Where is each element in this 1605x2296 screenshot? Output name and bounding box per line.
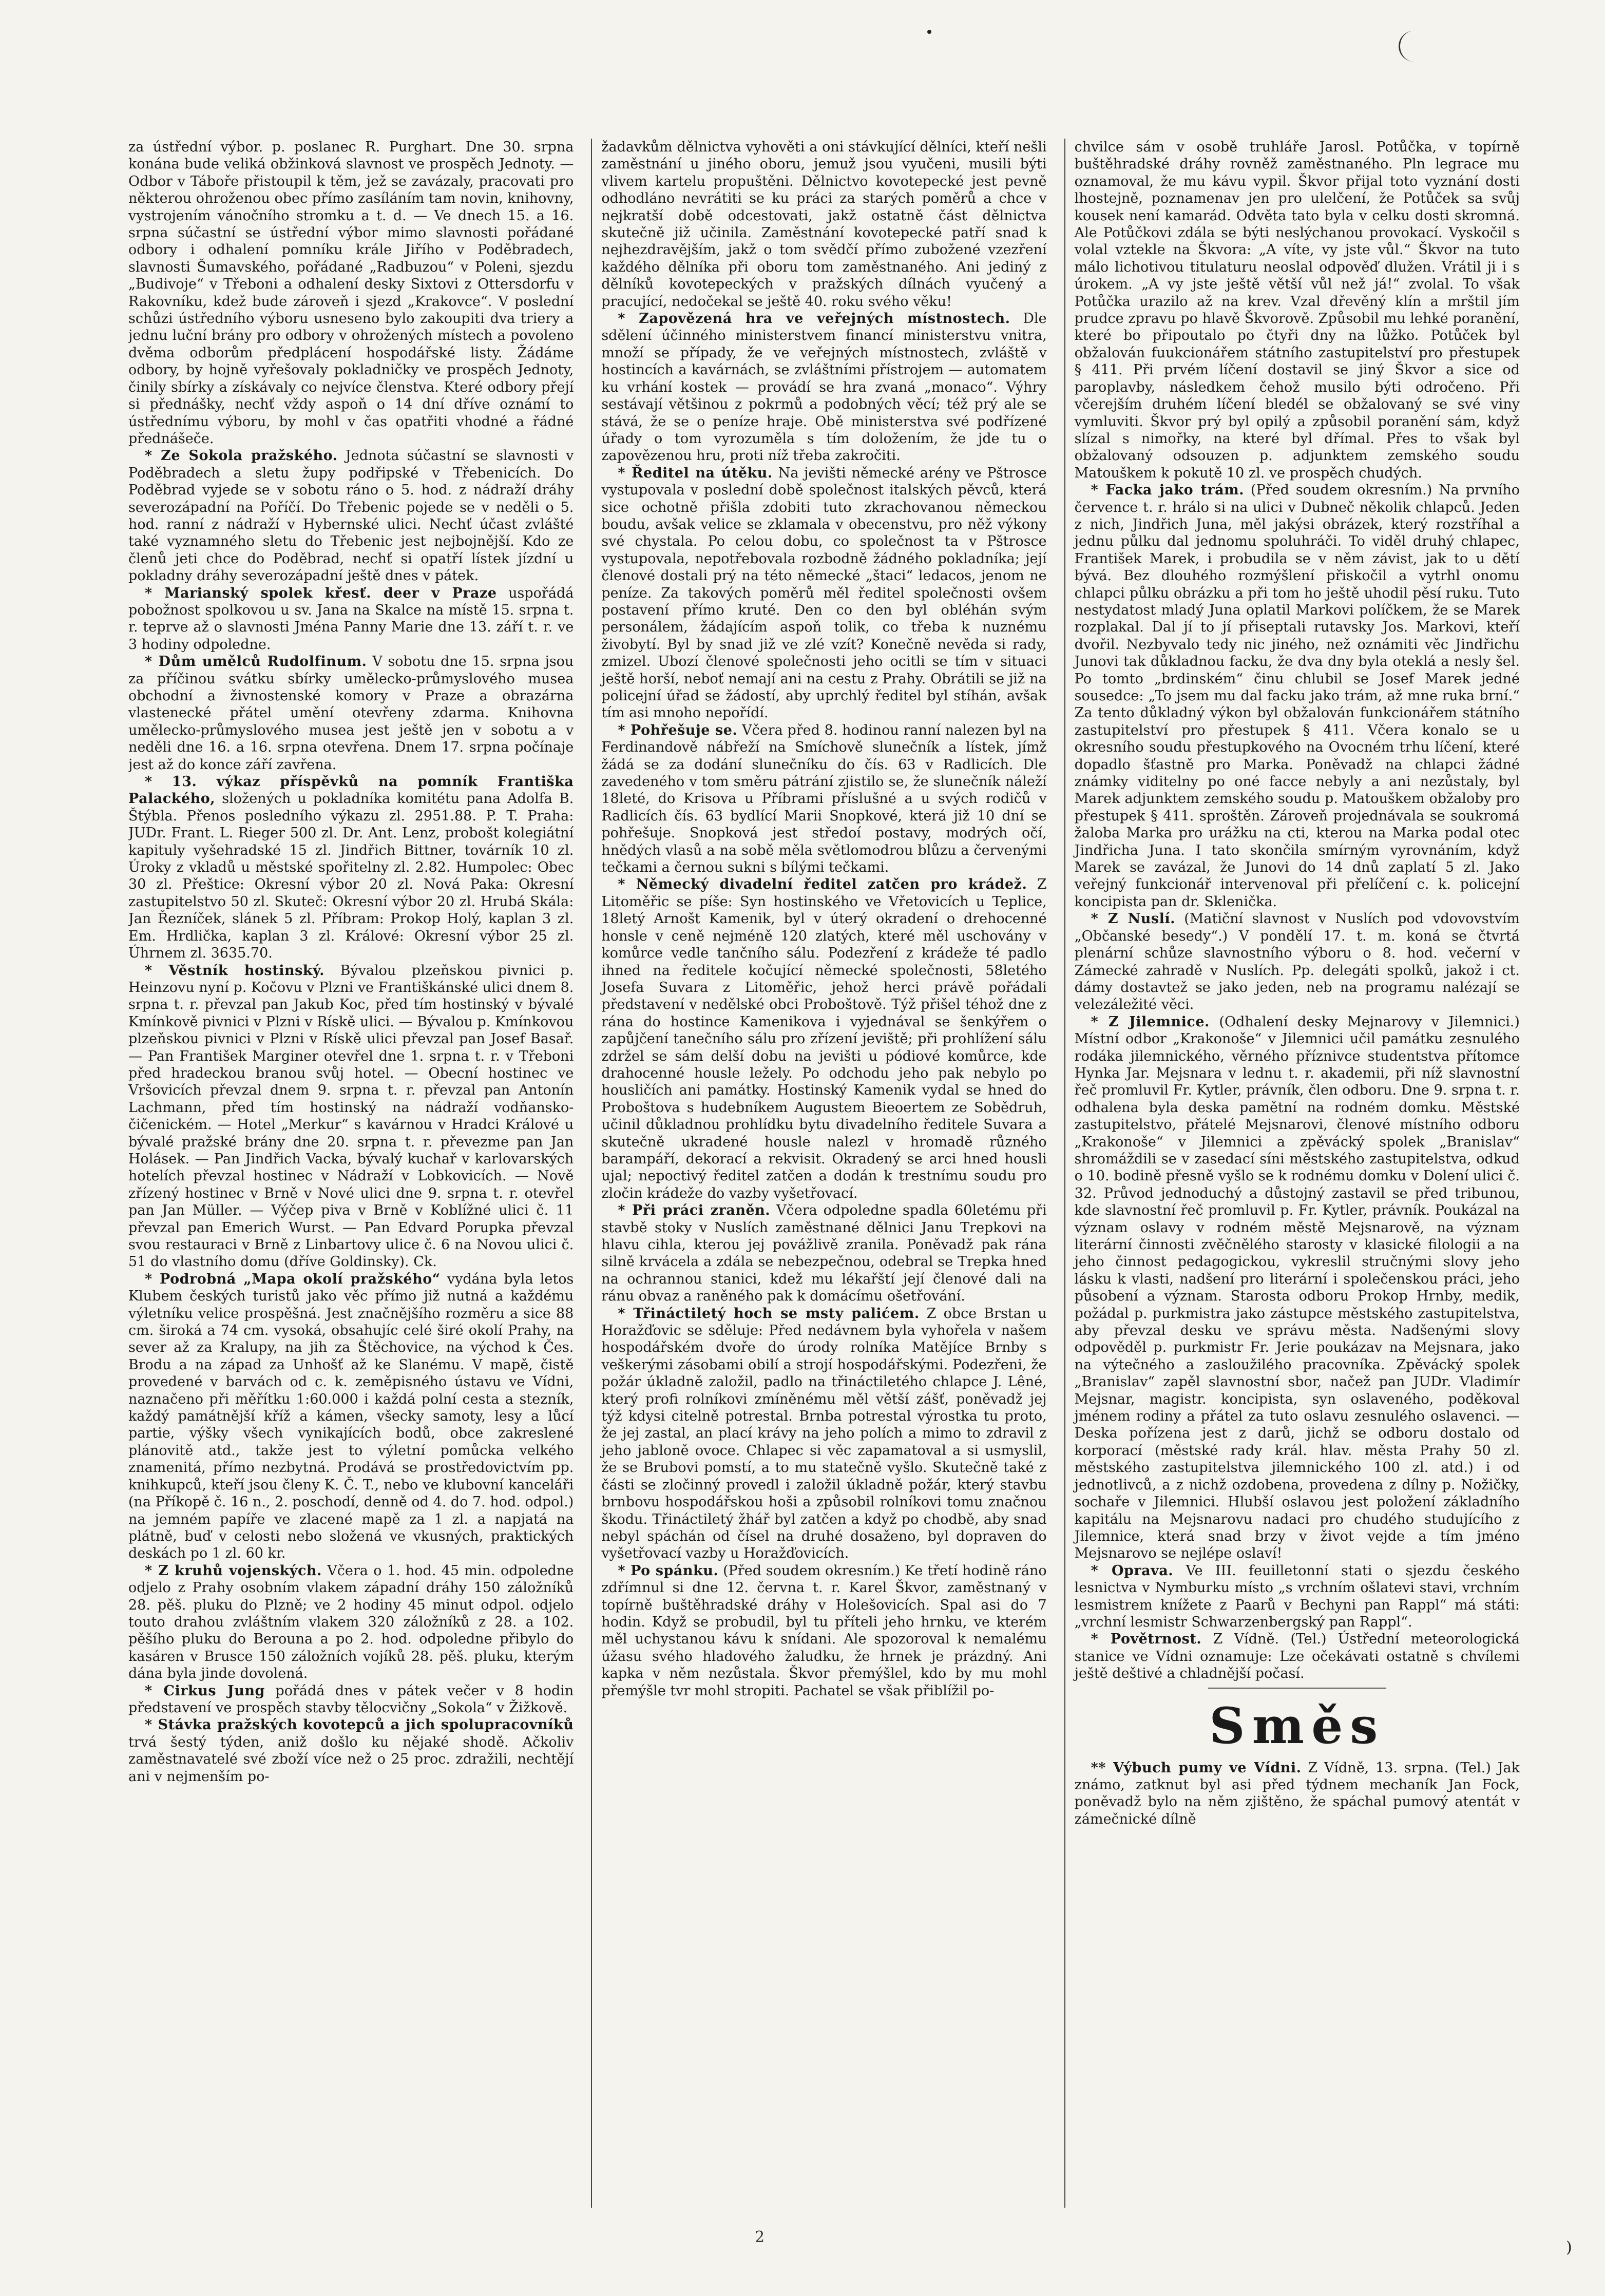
article-text: Z Vídně, 13. srpna. (Tel.) Jak známo, zatknut byl asi před týdnem mechaník Jan Fock, poněvadž bylo na něm zjištěno, že spáchal pumový atentát v zámečnické dílně xyxy=(1074,1759,1520,1827)
article-paragraph xyxy=(128,447,574,584)
article-paragraph xyxy=(601,722,1046,876)
article-text: (Matiční slavnost v Nuslích pod vdovovstvím „Občanské besedy“.) V pondělí 17. t. m. koná se čtvrtá plenární schůze slavnostního výboru o 8. hod. večerní v Zámecké zahradě v Nuslích. Pp. delegáti spolků, jakož i ct. dámy dostavtež se jako jeden, neb na programu nalézají se velezáležité věci. xyxy=(1074,911,1520,1013)
article-text: Z Vídně. (Tel.) Ústřední meteorologická stanice ve Vídni oznamuje: Lze očekávati ostatně s chvílemi ještě deštivé a chladnější počasí. xyxy=(1074,1631,1520,1682)
article-headline: * Dům umělců Rudolfinum. xyxy=(145,654,367,670)
article-headline: * Stávka pražských kovotepců a jich spolupracovníků xyxy=(145,1717,574,1733)
article-paragraph xyxy=(128,653,574,773)
article-paragraph xyxy=(601,310,1046,465)
article-paragraph xyxy=(1075,910,1520,1013)
article-paragraph xyxy=(601,876,1046,1202)
article-headline: * Podrobná „Mapa okolí pražského“ xyxy=(145,1271,441,1287)
article-text: V sobotu dne 15. srpna jsou za příčinou svátku sbírky umělecko-průmyslového musea obchodní a živnostenské komory v Praze a obrazárna vlastenecké přátel umění otevřeny zdarma. Knihovna umělecko-průmyslového musea jest ještě jen v sobotu a v neděli dne 16. a 16. srpna otevřena. Dnem 17. srpna počínaje jest až do konce září zavřena. xyxy=(128,654,574,773)
article-text: Včera odpoledne spadla 60letému při stavbě stoky v Nuslích zaměstnané dělnici Janu Trepkovi na hlavu cihla, kterou jej povážlivě zranila. Poněvadž pak rána silně krvácela a zdála se nebezpečnou, odebral se Trepka hned na ochrannou stanici, kdež mu lékařští její členové dali na ránu obvaz a raněného pak k domácímu ošetřování. xyxy=(601,1202,1047,1305)
article-paragraph xyxy=(601,1305,1046,1562)
torn-corner xyxy=(1399,31,1421,62)
article-headline: * Věstník hostinský. xyxy=(145,962,324,979)
article-paragraph xyxy=(128,1682,574,1717)
article-text: (Před soudem okresním.) Na prvního července t. r. hrálo si na ulici v Dubneč několik chlapců. Jeden z nich, Jindřich Juna, měl jakýsi obrázek, který rozstříhal a jednu půlku dal jednomu spoluhráči. To viděl druhý chlapec, František Marek, i probudila se v něm závist, jak to u dětí bývá. Bez dlouhého rozmýšlení přiskočil a vytrhl onomu chlapci půlku obrázku a při tom ho ještě uhodil pěsí ruku. Tuto nestydatost mladý Juna oplatil Markovi políčkem, že se Marek rozplakal. Dal jí to jí přiseptali rutavsky Jos. Markovi, kteří dvořil. Nezbyvalo tedy nic jiného, než oznámiti věc Jindřichu Junovi tak důkladnou facku, že dva dny byla oteklá a nesly šel. Po tomto „brdinském“ činu chlubil se Josef Marek jedné sousedce: „To jsem mu dal facku jako trám, až mne ruka brní.“ Za tento důkladný výkon byl obžalován funkcionářem státního zastupitelství pro přestupek § 411. Včera konalo se u okresního soudu přestupkového na Ovocném trhu líčení, které dopadlo šťastně pro Marka. Poněvadž na chlapci žádné známky viditelny po oné facce nebyly a ani nezůstaly, byl Marek adjunktem zemského soudu p. Matouškem obžaloby pro přestupek § 411. sproštěn. Zároveň projednávala se soukromá žaloba Marka pro urážku na cti, kterou na Marka podal otec Jindřicha Juna. I tato skončila smírným vyrovnáním, když Marek se zavázal, že Junovi do 14 dnů zaplatí 5 zl. Jako veřejný funkcionář intervenoval při přelíčení c. k. policejní koncipista pan dr. Sklenička. xyxy=(1074,482,1520,910)
article-headline: * Při práci zraněn. xyxy=(618,1202,771,1219)
section-rule xyxy=(1208,1688,1386,1689)
article-text: složených u pokladníka komitétu pana Adolfa B. Štýbla. Přenos posledního výkazu zl. 2951.88. P. T. Praha: JUDr. Frant. L. Rieger 500 zl. Dr. Ant. Lenz, probošt kolegiátní kapituly vyšehradské 15 zl. Jindřich Bittner, továrník 10 zl. Úroky z vkladů u městské spořitelny zl. 2.82. Humpolec: Obec 30 zl. Přeštice: Okresní výbor 20 zl. Nová Paka: Okresní zastupitelstvo 50 zl. Skuteč: Okresní výbor 20 zl. Hrubá Skála: Jan Řezníček, slánek 5 zl. Příbram: Prokop Holý, kaplan 3 zl. Em. Hrdlička, kaplan 3 zl. Králové: Okresní výbor 25 zl. Úhrnem zl. 3635.70. xyxy=(128,791,574,962)
article-paragraph xyxy=(1075,1013,1520,1562)
article-text: vydána byla letos Klubem českých turistů jako věc přímo již nutná a každému výletníku velice prospěšná. Jest značnějšího rozměru a sice 88 cm. široká a 74 cm. vysoká, obsahujíc celé širé okolí Prahy, na sever až za Kralupy, na jih za Štěchovice, na východ k Čes. Brodu a na západ za Unhošť až ke Slanému. V mapě, čistě provedené v barvách od c. k. zeměpisného ústavu ve Vídni, naznačeno při měřítku 1:60.000 i každá polní cesta a stezník, každý památnější kříž a kámen, všecky samoty, lesy a lůcí partie, výšky všech vynikajících bodů, obce zakreslené plánovitě atd., takže jest to výletní pomůcka velkého znamenitá, přímo nezbytná. Prodává se prostředovictvím pp. knihkupců, kteří jsou členy K. Č. T., nebo ve klubovní kanceláři (na Příkopě č. 16 n., 2. poschodí, denně od 4. do 7. hod. odpol.) na jemném papíře ve zlacené mapě za 1 zl. a napjatá na plátně, buď v celosti nebo složená ve vkusných, praktických deskách po 1 zl. 60 kr. xyxy=(128,1271,574,1562)
column-1 xyxy=(128,139,574,2208)
article-paragraph xyxy=(128,1562,574,1682)
section-heading-smes: Směs xyxy=(1209,1696,1385,1755)
article-headline: * Povětrnost. xyxy=(1091,1631,1202,1648)
article-paragraph xyxy=(128,962,574,1271)
article-paragraph xyxy=(1075,139,1520,482)
article-text: Včera před 8. hodinou ranní nalezen byl na Ferdinandově nábřeží na Smíchově slunečník a lístek, jímž žádá se za dodání slunečníku do čís. 63 v Radlicích. Dle zavedeného v tom směru pátrání zjistilo se, že slunečník náleží 18leté, do Krisova u Příbrami příslušné a u svých rodičů v Radlicích čís. 63 bydlící Marii Snopkové, která již 10 dní se pohřešuje. Snopková jest středoí postavy, modrých očí, hnědých vlasů a na sobě měla světlomodrou blůzu a červenými tečkami a černou sukni s bílými tečkami. xyxy=(601,722,1047,876)
column-2 xyxy=(591,139,1046,2208)
article-text: Z Litoměřic se píše: Syn hostinského ve Vřetovicích u Teplice, 18letý Arnošt Kamenik, byl v úterý okradení o drehocenné honsle v ceně nejméně 120 zlatých, které měl uschovány v komůrce vedle tančního sálu. Podezření z krádeže té padlo ihned na ředitele kočující německé společnosti, 58letého Josefa Suvara z Litoměřic, jehož herci právě pořádali představení v nedělské obci Proboštově. Týž přišel téhož dne z rána do hostince Kamenikova i vyjednával se šenkýřem o zapůjčení tanečního sálu pro zřízení jeviště; při prohlížení sálu zdržel se sám delší dobu na jevišti u pódiové komůrce, kde drahocenné housle ležely. Po odchodu jeho pak nebylo po housličích ani památky. Hostinský Kamenik vydal se hned do Proboštova s hudebníkem Augustem Bieoertem ze Sobědruh, učinil důkladnou prohlídku bytu divadelního ředitele Suvara a skutečně ukradené housle nalezl v hromadě různého barampáří, dekorací a rekvisit. Okradený se arci hned housli ujal; nepoctivý ředitel zatčen a dodán k trestnímu soudu pro zločin krádeže do vazby vyšetřovací. xyxy=(601,876,1047,1201)
article-headline: * Marianský spolek křesť. deer v Praze xyxy=(145,585,497,601)
article-headline: * Zapovězená hra ve veřejných místnostech. xyxy=(618,311,1010,327)
article-text: uspořádá pobožnost spolkovou u sv. Jana na Skalce na místě 15. srpna t. r. teprve až o slavnosti Jména Panny Marie dne 13. září t. r. ve 3 hodiny odpoledne. xyxy=(128,585,574,653)
page-fold-mark: 2 xyxy=(755,2228,765,2246)
article-text: (Odhalení desky Mejnarovy v Jilemnici.) Místní odbor „Krakonoše“ v Jilemnici učil památku zesnulého rodáka jilemnického, věrného příznivce studentstva přítomce Hynka Jar. Mejsnara v lednu t. r. akademii, při níž slavnostní řeč promluvil Fr. Kytler, právník, člen odboru. Dne 9. srpna t. r. odhalena byla deska pamětní na rodném domku. Městské zastupitelstvo, přátelé Mejsnarovi, členové místního odboru „Krakonoše“ v Jilemnici a zpěvácký spolek „Branislav“ shromáždili se v zasedací síni městského zastupitelstva, odkud o 10. bodině přesně vyšlo se k rodnému domku v Dolení ulici č. 32. Průvod jednoduchý a důstojný zastavil se před tribunou, kde slavnostní řeč promluvil p. Fr. Kytler, právník. Poukázal na význam oslavy v rodném městě Mejsnarově, na význam literární činnosti zvěčnělého starosty v klasické filologii a na jeho činnost pedagogickou, vykreslil stručnými slovy jeho lásku k vlasti, nadšení pro literární i společenskou práci, jeho působení a význam. Starosta odboru Prokop Hrnby, medik, požádal p. purkmistra jako zástupce městského zastupitelstva, aby převzal desku ve správu města. Nadšenými slovy odpověděl p. purkmistr Fr. Jerie poukázav na Mejsnara, jako na výtečného a zasloužilého pracovníka. Zpěvácký spolek „Branislav“ zapěl slavnostní sbor, načež pan JUDr. Vladimír Mejsnar, magistr. koncipista, syn oslaveného, poděkoval jménem rodiny a přátel za tuto oslavu zesnulého oslavenci. — Deska pořízena jest z darů, jichž se odboru dostalo od korporací (městské rady král. hlav. města Prahy 50 zl. městského zastupitelstva jilemnického 100 zl. atd.) i od jednotlivců, a z nichž ozdobena, provedena z dílny p. Nožičky, sochaře v Jilemnici. Hlubší oslavou jest položení základního kapitálu na Mejsnarovu nadaci pro chudého studujícího z Jilemnice, která snad brzy v život vejde a tím jméno Mejsnarovo se nejlépe oslaví! xyxy=(1074,1013,1520,1562)
article-paragraph xyxy=(128,1716,574,1785)
article-text: žadavkům dělnictva vyhověti a oni stávkující dělníci, kteří nešli zaměstnání u jiného oboru, jemuž jsou vyučeni, musili býti vlivem kartelu propuštěni. Dělnictvo kovotepecké jest pevně odhodláno nevrátiti se ku práci za starých poměrů a chce v nejkratší době odcestovati, jakž ostatně část dělnictva skutečně již učinila. Zaměstnání kovotepecké patří snad k nejhezdravějším, jakž o tom svědčí přímo zubožené vzezření každého dělníka při oboru tom zaměstnaného. Ani jediný z dělníků kovotepeckých v pražských dílnách vyučený a pracující, nedočekal se ještě 40. roku svého věku! xyxy=(601,139,1047,310)
article-paragraph xyxy=(601,139,1046,310)
article-headline: * Oprava. xyxy=(1091,1562,1174,1579)
article-paragraph xyxy=(601,465,1046,722)
article-paragraph xyxy=(601,1562,1046,1699)
article-text: Ve III. feuilletonní stati o sjezdu českého lesnictva v Nymburku místo „s vrchním ošlatevi stavi, vrchním lesmistrem knížete z Paarů v Bechyni pan Rappl“ má státi: „vrchní lesmistr Schwarzenbergský pan Rappl“. xyxy=(1074,1562,1520,1630)
article-headline: * Ředitel na útěku. xyxy=(618,465,773,481)
article-headline: * Z Jilemnice. xyxy=(1091,1013,1210,1030)
article-headline: * Z kruhů vojenských. xyxy=(145,1562,322,1579)
newspaper-page xyxy=(128,139,1520,2208)
article-headline: ** Výbuch pumy ve Vídni. xyxy=(1091,1759,1302,1776)
article-text: za ústřední výbor. p. poslanec R. Purghart. Dne 30. srpna konána bude veliká obžinková slavnost ve prospěch Jednoty. — Odbor v Táboře přistoupil k těm, jež se zavázaly, pracovati pro některou ohroženou obec přímo zasíláním tam novin, knihovny, vystrojením vánočního stromku a t. d. — Ve dnech 15. a 16. srpna súčastní se ústřední výbor mimo slavnosti pořádané odbory i odhalení pomníku krále Jiřího v Poděbradech, slavnosti Šumavského, pořádané „Radbuzou“ v Poleni, sjezdu „Budivoje“ v Třeboni a odhalení desky Sixtovi z Ottersdorfu v Rakovníku, kdež bude zároveň i sjezd „Krakovce“. V poslední schůzi ústředního výboru usneseno bylo zakoupiti dva triery a jednu luční brány pro odbory v ohrožených místech a povoleno dvěma odborům předplácení hospodářské listy. Žádáme odbory, by hojně vyřešovaly pokladničky ve prospěch Jednoty, činily sbírky a získávaly co nejvíce členstva. Které odbory přejí si přednášky, nechť vždy aspoň o 14 dní dříve oznámí to ústřednímu výboru, by mohl v čas opatřiti vhodné a řádné přednášeče. xyxy=(128,139,574,447)
article-paragraph xyxy=(128,773,574,962)
article-headline: * Pohřešuje se. xyxy=(618,722,738,738)
article-paragraph xyxy=(1075,1759,1520,1828)
article-paragraph xyxy=(1075,482,1520,910)
article-text: (Před soudem okresním.) Ke třetí hodině ráno zdřímnul si dne 12. června t. r. Karel Škvor, zaměstnaný v topírně buštěhradské dráhy v Holešovicích. Spal asi do 7 hodin. Když se probudil, byl tu příteli jeho hrnku, ve kterém měl uchystanou kávu k snídani. Ale spozoroval k nemalému úžasu svého hladového žaludku, že hrnek je prázdný. Ani kapka v něm nezůstala. Škvor přemýšlel, kdo by mu mohl přemýšle tvr mohl stropiti. Pachatel se však přiblížil po- xyxy=(601,1562,1047,1699)
article-text: Na jevišti německé arény ve Pštrosce vystupovala v poslední době společnost italských pěvců, která sice ochotně přišla zdobiti tuto zkrachovanou německou boudu, avšak velice se zklamala v obecenstvu, pro něž výkony své chystala. Po celou dobu, co společnost ta v Pštrosce vystupovala, nepotřebovala rozbodně žádného pokladníka; její členové dostali prý na této německé „štaci“ ledacos, jenom ne peníze. Za takových poměrů měl ředitel společnosti ovšem postavení přímo kruté. Den co den byl obléhán svým personálem, žádajícím aspoň tolik, co třeba k nuznému živobytí. Byl by snad již ve zlé vzít? Konečně nevěda si rady, zmizel. Ubozí členové společnosti jeho ocitli se tím v situaci ještě horší, neboť nemají ani na cestu z Prahy. Obrátili se již na policejní úřad se žádostí, aby uprchlý ředitel byl stíhán, avšak tím asi mnoho nepořídí. xyxy=(601,465,1047,721)
article-headline: * Německý divadelní ředitel zatčen pro krádež. xyxy=(618,876,1027,893)
article-headline: * Z Nuslí. xyxy=(1091,911,1176,927)
ink-dot xyxy=(927,30,931,34)
article-headline: * Po spánku. xyxy=(618,1562,719,1579)
article-headline: * 13. výkaz příspěvků na pomník Františka Palackého, xyxy=(128,774,574,807)
article-headline: * Cirkus Jung xyxy=(145,1682,265,1699)
article-headline: * Ze Sokola pražského. xyxy=(145,448,338,464)
article-text: Z obce Brstan u Horažďovic se sděluje: Před nedávnem byla vyhořela v našem hospodářském dvoře do úrody rolníka Matějíce Brnby s veškerými zásobami obilí a strojí hospodářskými. Podezřeni, že požár úkladně založil, padlo na třináctiletého chlapce J. Lêné, který profi rolníkovi zmíněnému měl větší zášť, poněvadž jej týž kdysi citelně potrestal. Brnba potrestal výrostka tu proto, že jej zastal, an plací krávy na jeho polích a mimo to zdravil z jeho jabloně ovoce. Chlapec si věc zapamatoval a si usmyslil, že se Brubovi pomstí, a to mu statečně vyšlo. Skutečně také z části se zločinný provedl i založil úkladně požár, který stavbu brnbovu hospodářskou hoši a způsobil rolníkovi tomu značnou škodu. Třináctiletý žhář byl zatčen a když po chodbě, aby snad nebyl spáchán od čísel na druhé dosaženo, byl dopraven do vyšetřovací vazby u Horažďovicích. xyxy=(601,1305,1047,1562)
article-headline: * Facka jako trám. xyxy=(1091,482,1245,499)
edge-mark: ) xyxy=(1566,2238,1572,2256)
article-text: Jednota súčastní se slavnosti v Poděbradech a sletu župy podřipské v Třebenicích. Do Poděbrad vyjede se v sobotu ráno o 5. hod. z nádraží dráhy severozápadní na Poříčí. Do Třebenic pojede se v neděli o 5. hod. ranní z nádraží v Hybernské ulici. Nechť účast zvlášté také vyznamného sletu do Třebenic jest nejbojnější. Kdo ze členů jeti chce do Poděbrad, nechť si opatří lístek jízdní u pokladny dráhy severozápadní ještě dnes v pátek. xyxy=(128,448,574,584)
article-text: Včera o 1. hod. 45 min. odpoledne odjelo z Prahy osobním vlakem západní dráhy 150 záložníků 28. pěš. pluku do Plzně; ve 2 hodiny 45 minut odpol. odjelo touto drahou zvláštním vlakem 320 záložníků z 28. a 102. pěšího pluku do Berouna a po 2. hod. odpoledne přibylo do kasáren v Brusce 150 záložních vojíků 28. pěš. pluku, kterým dána byla jinde dovolená. xyxy=(128,1562,574,1682)
article-text: Bývalou plzeňskou pivnici p. Heinzovu nyní p. Kočovu v Plzni ve Františkánské ulici dnem 8. srpna t. r. převzal pan Jakub Koc, před tím hostinský v bývalé Kmínkově pivnici v Plzni v Rískě ulici. — Bývalou p. Kmínkovou plzeňskou pivnici v Plzni v Rískě ulici převzal pan Josef Basař. — Pan František Marginer otevřel dne 1. srpna t. r. v Třeboni před hradeckou branou svůj hotel. — Obecní hostinec ve Vršovicích převzal dnem 9. srpna t. r. převzal pan Antonín Lachmann, před tím hostinský na nádraží vodňansko-čičenickém. — Hotel „Merkur“ s kavárnou v Hradci Králové u bývalé pražské brány dne 20. srpna t. r. převezme pan Jan Holásek. — Pan Jindřich Vacka, bývalý kuchař v karlovarských hotelích převzal hostinec v Nádraží v Lobkovicích. — Nově zřízený hostinec v Brně v Nové ulici dne 9. srpna t. r. otevřel pan Jan Müller. — Výčep piva v Brně v Koblížné ulici č. 11 převzal pan Emerich Wurst. — Pan Edvard Porupka převzal svou restauraci v Brně z Linbartovy ulice č. 6 na Novou ulici č. 51 do vlastního domu (dříve Goldinsky). Ck. xyxy=(128,962,574,1270)
article-paragraph xyxy=(128,139,574,447)
article-text: Dle sdělení účinného ministerstvem financí ministerstvu vnitra, množí se případy, že ve veřejných místnostech, zvláště v hostincích a kavárnách, se zvláštními přístrojem — automatem ku vrhání kostek — provádí se hra zvaná „monaco“. Výhry sestávají většinou z pokrmů a podobných věcí; též prý ale se stává, že se o peníze hraje. Obě ministerstva své podřízené úřady o tom vyrozuměla s tím doložením, že jde tu o zapovězenou hru, proti níž třeba zakročiti. xyxy=(601,311,1047,464)
article-text: trvá šestý týden, aniž došlo ku nějaké shodě. Ačkoliv zaměstnavatelé své zboží více než o 25 proc. zdražili, nechtějí ani v nejmenším po- xyxy=(128,1734,574,1785)
article-text: pořádá dnes v pátek večer v 8 hodin představení ve prospěch stavby tělocvičny „Sokola“ v Žižkově. xyxy=(128,1682,574,1716)
column-3 xyxy=(1064,139,1520,2208)
article-paragraph xyxy=(1075,1562,1520,1631)
article-paragraph xyxy=(1075,1631,1520,1682)
article-paragraph xyxy=(601,1202,1046,1305)
article-paragraph xyxy=(128,1271,574,1562)
article-text: chvilce sám v osobě truhláře Jarosl. Potůčka, v topírně buštěhradské dráhy rovněž zaměstnaného. Pln legrace mu oznamoval, že mu kávu vypil. Škvor přijal toto vyznání dosti lhostejně, poznamenav jen pro ulelčení, že Potůček sa svůj kousek není kamarád. Odvěta tato byla v celku dosti skromná. Ale Potůčkovi zdála se býti neslýchanou provokací. Vyskočil s volal vztekle na Škvora: „A víte, vy jste vůl.“ Škvor na tuto málo lichotivou titulaturu neoslal odpověď dlužen. Vrátil ji i s úrokem. „A vy jste ještě větší vůl než já!“ zvolal. To však Potůčka urazilo až na krev. Vzal dřevěný klín a mrštil jím prudce zpravu po hlavě Škvorově. Způsobil mu lehké poranění, které bo připoutalo po čtyři dny na lůžko. Potůček byl obžalován fuukcionářem státního zastupitelství pro přestupek § 411. Při prvém líčení dostavil se jiný Škvor a sice od paroplavby, následkem čehož musilo býti odročeno. Při včerejším druhém líčení bledél se obžalovaný se své viny vymluviti. Škvor prý byl opilý a způsobil poranění sám, když slízal s nimořky, na které byl dřímal. Přes to však byl obžalovaný odsouzen p. adjunktem zemského soudu Matouškem k pokutě 10 zl. ve prospěch chudých. xyxy=(1074,139,1520,481)
article-headline: * Třináctiletý hoch se msty palićem. xyxy=(618,1305,920,1322)
article-paragraph xyxy=(128,585,574,654)
